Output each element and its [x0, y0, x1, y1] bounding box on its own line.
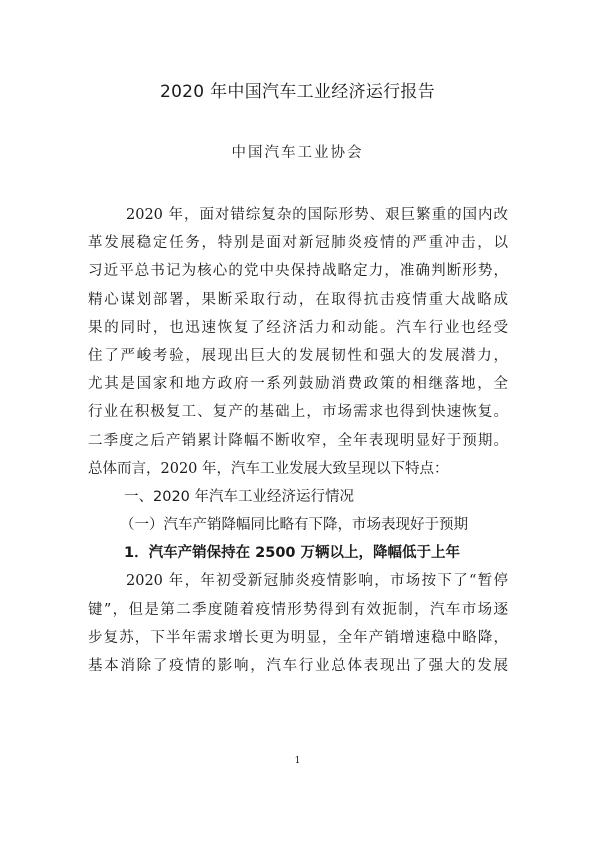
intro-line: 住了严峻考验，展现出巨大的发展韧性和强大的发展潜力， — [88, 347, 508, 364]
body-line: 2020 年，年初受新冠肺炎疫情影响，市场按下了“暂停 — [126, 573, 508, 590]
intro-line: 精心谋划部署，果断采取行动，在取得抗击疫情重大战略成 — [88, 291, 508, 308]
body-line: 基本消除了疫情的影响，汽车行业总体表现出了强大的发展 — [88, 658, 508, 674]
issuing-organization: 中国汽车工业协会 — [231, 145, 364, 161]
intro-line: 行业在积极复工、复产的基础上，市场需求也得到快速恢复。 — [88, 404, 508, 421]
intro-line: 总体而言，2020 年，汽车工业发展大致呈现以下特点： — [88, 460, 449, 477]
page-number: 1 — [294, 756, 301, 766]
body-line: 步复苏，下半年需求增长更为明显，全年产销增速稳中略降， — [88, 629, 508, 646]
intro-line: 二季度之后产销累计降幅不断收窄，全年表现明显好于预期。 — [88, 432, 508, 449]
body-line: 键”，但是第二季度随着疫情形势得到有效扼制，汽车市场逐 — [88, 601, 508, 618]
document-body — [88, 201, 508, 680]
intro-line: 革发展稳定任务，特别是面对新冠肺炎疫情的严重冲击，以 — [88, 235, 508, 252]
intro-line: 果的同时，也迅速恢复了经济活力和动能。汽车行业也经受 — [88, 319, 508, 336]
section-heading: 一、2020 年汽车工业经济运行情况 — [124, 488, 355, 505]
intro-line: 习近平总书记为核心的党中央保持战略定力，准确判断形势， — [88, 263, 508, 280]
intro-line: 尤其是国家和地方政府一系列鼓励消费政策的相继落地，全 — [88, 376, 508, 393]
subsection-heading: （一）汽车产销降幅同比略有下降，市场表现好于预期 — [120, 517, 468, 534]
document-title: 2020 年中国汽车工业经济运行报告 — [159, 82, 436, 102]
intro-line: 2020 年，面对错综复杂的国际形势、艰巨繁重的国内改 — [126, 207, 508, 223]
point-heading: 1．汽车产销保持在 2500 万辆以上，降幅低于上年 — [124, 545, 461, 562]
